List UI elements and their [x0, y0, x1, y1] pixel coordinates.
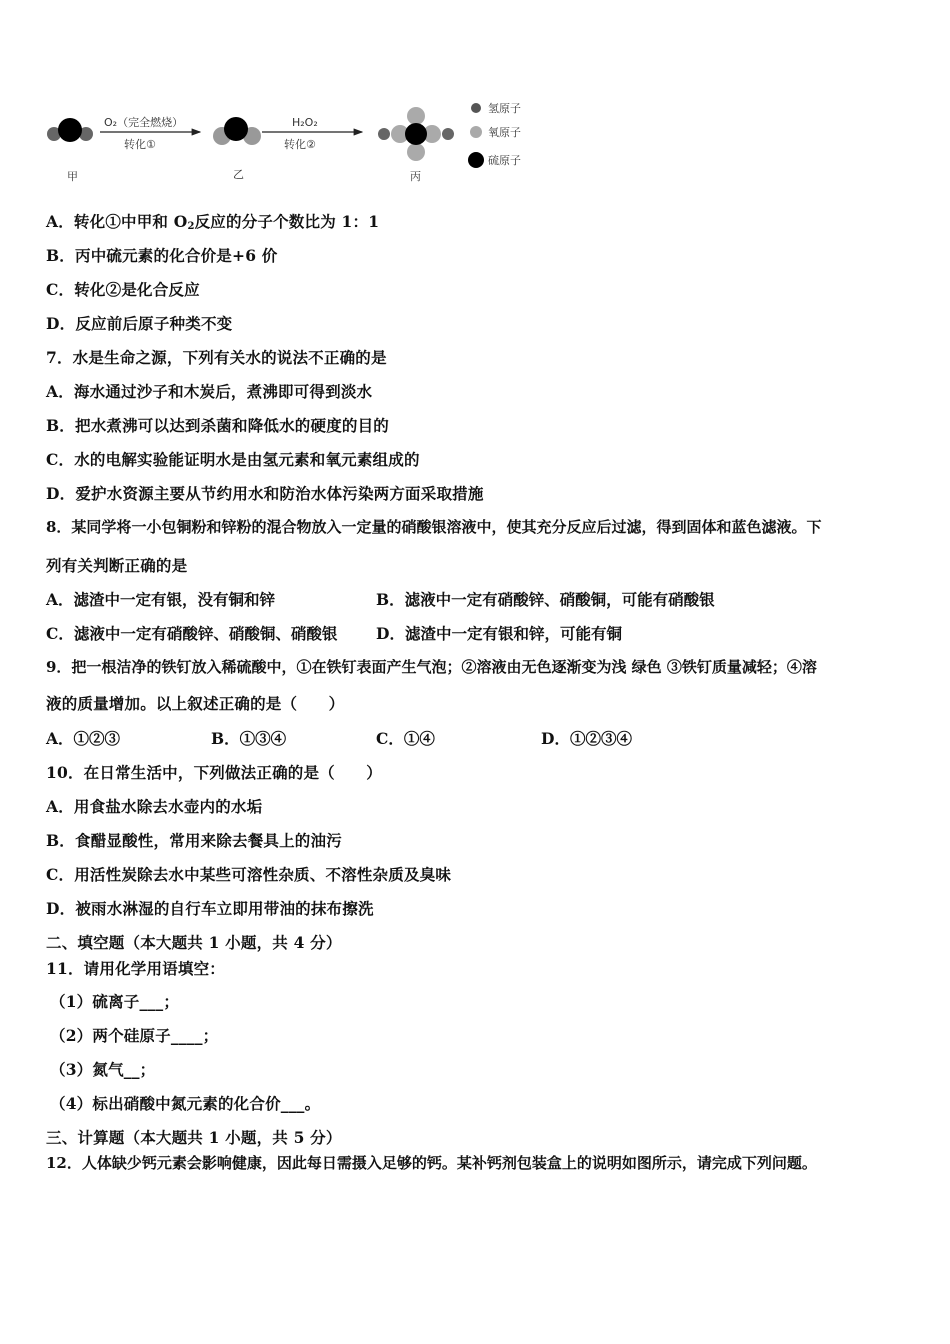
- arrow2-top-label: H₂O₂: [292, 116, 318, 129]
- q8-option-c: C．滤液中一定有硝酸锌、硝酸铜、硝酸银: [46, 624, 338, 643]
- arrow2-bottom-label: 转化②: [284, 138, 316, 151]
- q8-stem-line2: 列有关判断正确的是: [46, 556, 188, 575]
- q9-option-d: D．①②③④: [541, 729, 632, 748]
- q10-option-c: C．用活性炭除去水中某些可溶性杂质、不溶性杂质及臭味: [46, 865, 452, 884]
- q7-stem: 7．水是生命之源，下列有关水的说法不正确的是: [46, 348, 387, 367]
- q6-option-b: B．丙中硫元素的化合价是+6 价: [46, 246, 278, 265]
- section2-title: 二、填空题（本大题共 1 小题，共 4 分）: [46, 933, 342, 952]
- q11-part4: （4）标出硝酸中氮元素的化合价___。: [50, 1094, 321, 1113]
- q10-option-b: B．食醋显酸性，常用来除去餐具上的油污: [46, 831, 342, 850]
- arrow1-bottom-label: 转化①: [124, 138, 156, 151]
- q9-option-c: C．①④: [376, 729, 435, 748]
- q8-option-a: A．滤渣中一定有银，没有铜和锌: [46, 590, 276, 609]
- q6-option-d: D．反应前后原子种类不变: [46, 314, 233, 333]
- label-jia: 甲: [67, 170, 78, 183]
- q6-option-c: C．转化②是化合反应: [46, 280, 200, 299]
- label-bing: 丙: [410, 170, 421, 183]
- q11-stem: 11．请用化学用语填空：: [46, 959, 225, 978]
- legend-oxygen: 氧原子: [488, 126, 521, 139]
- legend-hydrogen: 氢原子: [488, 102, 521, 115]
- q7-option-c: C．水的电解实验能证明水是由氢元素和氧元素组成的: [46, 450, 420, 469]
- q10-option-a: A．用食盐水除去水壶内的水垢: [46, 797, 263, 816]
- q9-stem-line2: 液的质量增加。以上叙述正确的是（ ）: [46, 694, 345, 713]
- q11-part2: （2）两个硅原子____；: [50, 1026, 219, 1045]
- label-yi: 乙: [233, 168, 244, 181]
- q9-option-b: B．①③④: [211, 729, 287, 748]
- section3-title: 三、计算题（本大题共 1 小题，共 5 分）: [46, 1128, 342, 1147]
- q10-stem: 10．在日常生活中，下列做法正确的是（ ）: [46, 763, 382, 782]
- molecule-bing: [378, 107, 454, 161]
- molecule-jia: [47, 118, 93, 142]
- q6-option-a: A．转化①中甲和 $O_2$反应的分子个数比为 1：1: [46, 212, 380, 232]
- q10-option-d: D．被雨水淋湿的自行车立即用带油的抹布擦洗: [46, 899, 374, 918]
- q8-stem-line1: 8．某同学将一小包铜粉和锌粉的混合物放入一定量的硝酸银溶液中，使其充分反应后过滤，得到固体和蓝色滤液。下: [46, 518, 822, 536]
- q8-option-b: B．滤液中一定有硝酸锌、硝酸铜，可能有硝酸银: [376, 590, 715, 609]
- molecule-yi: [213, 117, 261, 145]
- q12-stem: 12．人体缺少钙元素会影响健康，因此每日需摄入足够的钙。某补钙剂包装盒上的说明如图所示，请完成下列问题。: [46, 1154, 817, 1172]
- q9-stem-line1: 9．把一根洁净的铁钉放入稀硫酸中，①在铁钉表面产生气泡；②溶液由无色逐渐变为浅 绿色 ③铁钉质量减轻；④溶: [46, 658, 817, 676]
- legend-sulfur: 硫原子: [488, 154, 521, 167]
- q7-option-d: D．爱护水资源主要从节约用水和防治水体污染两方面采取措施: [46, 484, 484, 503]
- legend: [468, 101, 521, 168]
- reaction-diagram: [40, 96, 540, 188]
- q7-option-b: B．把水煮沸可以达到杀菌和降低水的硬度的目的: [46, 416, 390, 435]
- arrow1-top-label: O₂（完全燃烧）: [104, 116, 184, 129]
- q8-option-d: D．滤渣中一定有银和锌，可能有铜: [376, 624, 622, 643]
- q7-option-a: A．海水通过沙子和木炭后，煮沸即可得到淡水: [46, 382, 373, 401]
- q11-part3: （3）氮气__；: [50, 1060, 156, 1079]
- q9-option-a: A．①②③: [46, 729, 121, 748]
- q11-part1: （1）硫离子___；: [50, 992, 180, 1011]
